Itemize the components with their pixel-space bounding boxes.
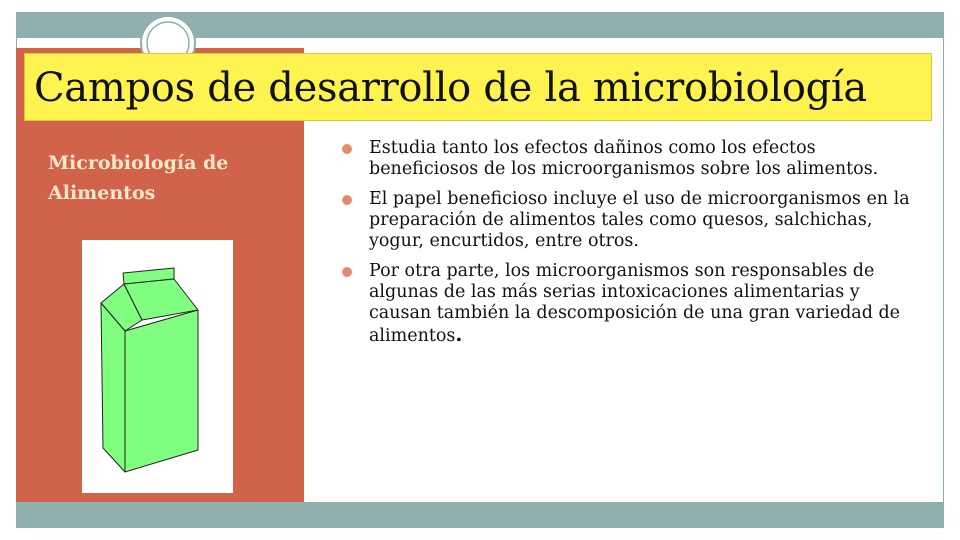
list-item — [340, 189, 920, 252]
bullet-text: El papel beneficioso incluye el uso de microorganismos en la preparación de alimentos tales como quesos, salchichas, yogur, encurtidos, entre otros. — [369, 189, 910, 251]
bullet-icon — [342, 144, 352, 154]
bullet-text: Por otra parte, los microorganismos son responsables de algunas de las más serias intoxicaciones alimentarias y causan también la descomposición de una gran variedad de alimentos — [369, 261, 901, 346]
bullet-text: Estudia tanto los efectos dañinos como los efectos beneficiosos de los microorganismos sobre los alimentos. — [369, 138, 879, 179]
slide-title: Campos de desarrollo de la microbiología — [34, 65, 867, 111]
image-box — [82, 240, 233, 493]
bullet-list — [340, 138, 920, 356]
list-item — [340, 261, 920, 347]
bullet-icon — [342, 195, 352, 205]
milk-carton-icon — [82, 240, 233, 493]
bullet-icon — [342, 267, 352, 277]
list-item — [340, 138, 920, 180]
bottom-band — [16, 502, 944, 528]
bullet-terminator: . — [455, 322, 463, 346]
slide-subtitle: Microbiología de Alimentos — [48, 152, 229, 204]
